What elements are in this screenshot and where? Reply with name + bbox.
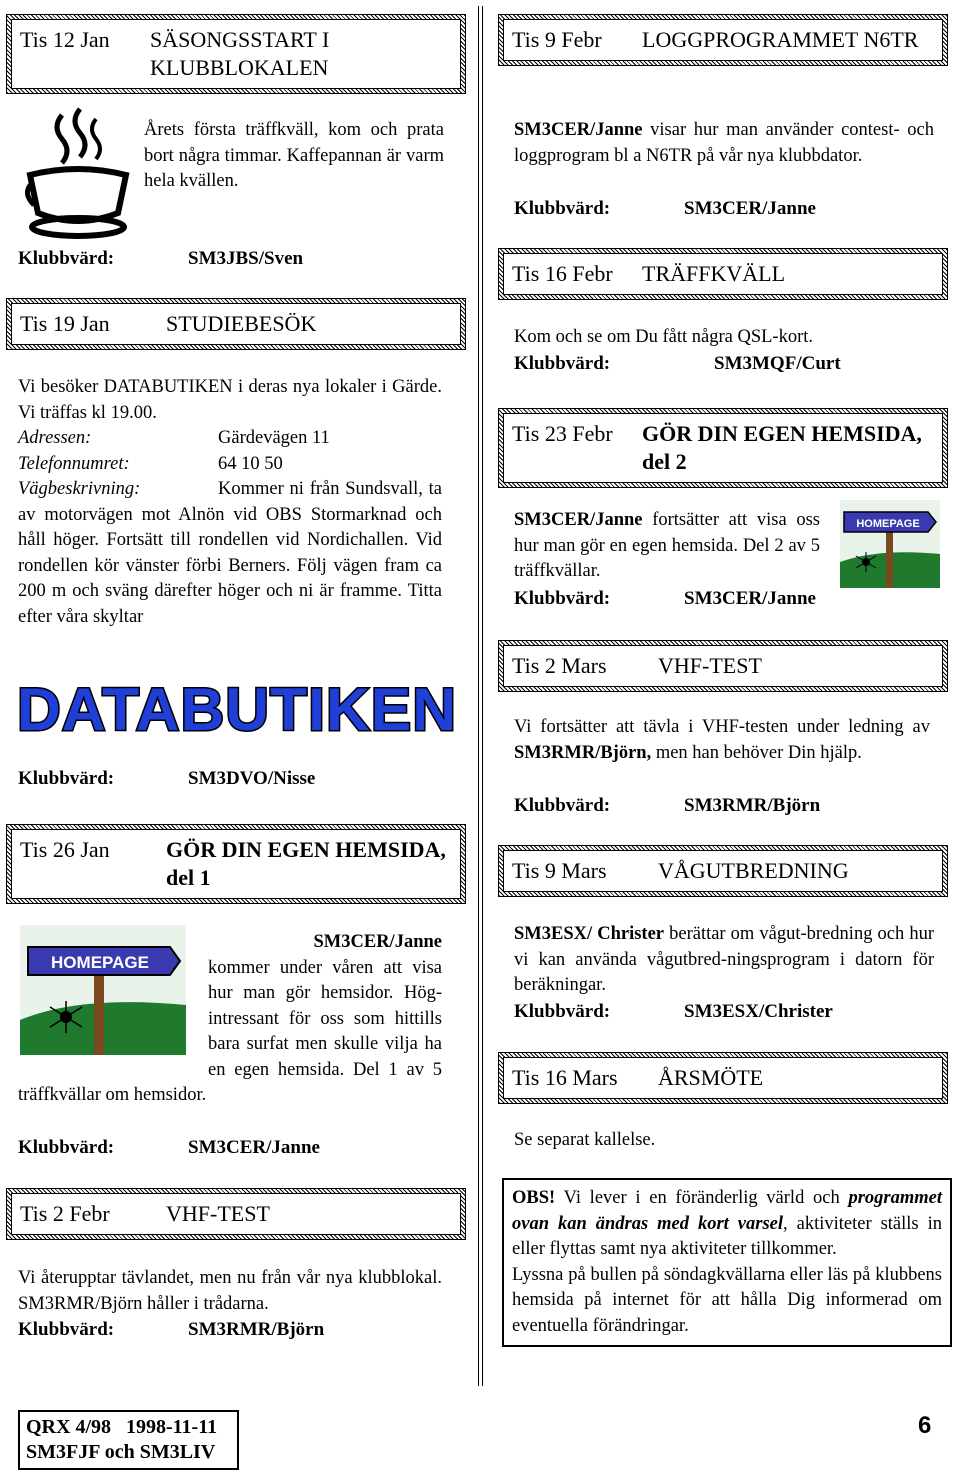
event-body: SM3CER/Janne visar hur man använder contest- och loggprogram bl a N6TR på vår nya klubbdator. bbox=[514, 120, 935, 166]
notice-emphasis: programmet ovan kan ändras med kort varsel bbox=[512, 1188, 942, 1234]
homepage-sign-text: HOMEPAGE bbox=[856, 518, 920, 530]
column-divider bbox=[478, 6, 483, 1386]
page-number: 6 bbox=[918, 1412, 932, 1439]
club-host-name: SM3CER/Janne bbox=[684, 198, 816, 219]
databutiken-logo bbox=[12, 678, 462, 740]
club-host bbox=[18, 1137, 320, 1159]
club-host bbox=[514, 1001, 833, 1023]
event-header bbox=[6, 1188, 466, 1240]
phone-row bbox=[18, 452, 442, 478]
club-host-name: SM3RMR/Björn bbox=[684, 795, 821, 816]
event-header bbox=[498, 408, 948, 488]
event-title: TRÄFFKVÄLL bbox=[642, 261, 786, 286]
club-host-name: SM3MQF/Curt bbox=[714, 353, 841, 374]
club-host bbox=[514, 588, 816, 610]
event-body: Vi fortsätter att tävla i VHF-testen under ledning av SM3RMR/Björn, men han behöver Din hjälp. bbox=[514, 717, 930, 763]
issue-info: QRX 4/98 1998-11-11 bbox=[26, 1416, 218, 1438]
event-header bbox=[498, 248, 948, 300]
club-host bbox=[18, 768, 315, 790]
event-description: kommer under våren att visa hur man gör hemsidor. Hög-intressant för oss som hittills bara surfat men skulle vilja ha en egen hemsida. Del 1 av 5 träffkvällar om hemsidor. bbox=[18, 957, 442, 1105]
event-body: Årets första träffkväll, kom och prata bort några timmar. Kaffepannan är varm hela kvällen. bbox=[144, 120, 444, 191]
event-body: Vi återupptar tävlandet, men nu från vår nya klubblokal. SM3RMR/Björn håller i trådarna. bbox=[18, 1268, 442, 1314]
event-header bbox=[6, 824, 466, 904]
event-title: VÅGUTBREDNING bbox=[658, 858, 849, 883]
event-date: Tis 23 Febr bbox=[512, 421, 613, 446]
presenter: SM3RMR/Björn, bbox=[514, 742, 652, 763]
club-host-name: SM3JBS/Sven bbox=[188, 248, 304, 269]
event-header bbox=[6, 14, 466, 94]
route-text: Kommer ni från Sundsvall, ta av motorvägen mot Alnön vid OBS Stormarknad och håll höger. Fortsätt till rondellen vid Nordichallen. Vid rondellen kör vänster förbi Berners. Följ vägen fram ca 200 m och sväng därefter höger och ni är framme. Titta efter våra skyltar bbox=[18, 479, 442, 627]
event-date: Tis 9 Febr bbox=[512, 27, 602, 52]
notice-paragraph: Lyssna på bullen på söndagkvällarna eller läs på klubbens hemsida på internet för att hålla Dig informerad om eventuella förändringar. bbox=[512, 1264, 942, 1336]
event-body: SM3CER/Janne fortsätter att visa oss hur man gör en egen hemsida. Del 2 av 5 träffkvällar. bbox=[514, 510, 821, 581]
club-host bbox=[18, 1319, 324, 1341]
coffee-cup-icon bbox=[22, 105, 132, 240]
event-date: Tis 9 Mars bbox=[512, 858, 607, 883]
presenter: SM3CER/Janne bbox=[313, 932, 442, 952]
notice-label: OBS! bbox=[512, 1188, 556, 1208]
club-host-label: Klubbvärd: bbox=[514, 353, 611, 374]
club-host-label: Klubbvärd: bbox=[18, 768, 115, 789]
issue-footer bbox=[18, 1410, 239, 1470]
presenter: SM3ESX/ Christer bbox=[514, 924, 665, 944]
club-host-label: Klubbvärd: bbox=[514, 198, 611, 219]
notice-box bbox=[502, 1178, 952, 1347]
club-host-label: Klubbvärd: bbox=[514, 1001, 611, 1022]
club-host bbox=[514, 198, 816, 220]
phone-label: Telefonnumret: bbox=[18, 453, 130, 474]
event-date: Tis 2 Mars bbox=[512, 653, 607, 678]
databutiken-logo-text: DATABUTIKEN bbox=[17, 678, 457, 740]
event-title: VHF-TEST bbox=[166, 1201, 270, 1226]
event-header bbox=[498, 640, 948, 692]
homepage-sign-icon bbox=[840, 500, 940, 588]
event-title: VHF-TEST bbox=[658, 653, 762, 678]
presenter: SM3CER/Janne bbox=[514, 510, 643, 530]
event-title: ÅRSMÖTE bbox=[658, 1065, 764, 1090]
event-date: Tis 16 Mars bbox=[512, 1065, 618, 1090]
event-title: LOGGPROGRAMMET N6TR bbox=[642, 27, 919, 52]
club-host-label: Klubbvärd: bbox=[18, 248, 115, 269]
event-body: Kom och se om Du fått några QSL-kort. bbox=[514, 327, 814, 347]
homepage-sign-text: HOMEPAGE bbox=[51, 953, 149, 972]
route-description bbox=[18, 477, 442, 630]
event-header bbox=[6, 298, 466, 350]
club-host bbox=[18, 248, 303, 270]
event-date: Tis 26 Jan bbox=[20, 837, 110, 862]
event-title: GÖR DIN EGEN HEMSIDA, del 2 bbox=[642, 421, 922, 474]
authors: SM3FJF och SM3LIV bbox=[26, 1441, 216, 1463]
address-value: Gärdevägen 11 bbox=[218, 428, 330, 448]
event-date: Tis 16 Febr bbox=[512, 261, 613, 286]
event-header bbox=[498, 845, 948, 897]
club-host-label: Klubbvärd: bbox=[514, 588, 611, 609]
club-host-label: Klubbvärd: bbox=[18, 1137, 115, 1158]
event-title: GÖR DIN EGEN HEMSIDA, del 1 bbox=[166, 837, 446, 890]
club-host-name: SM3DVO/Nisse bbox=[188, 768, 316, 789]
event-date: Tis 12 Jan bbox=[20, 27, 110, 52]
club-host-label: Klubbvärd: bbox=[514, 795, 611, 816]
club-host bbox=[514, 353, 841, 375]
club-host-name: SM3ESX/Christer bbox=[684, 1001, 833, 1022]
club-host-label: Klubbvärd: bbox=[18, 1319, 115, 1340]
event-body: Se separat kallelse. bbox=[514, 1130, 656, 1150]
event-body bbox=[18, 375, 442, 630]
event-date: Tis 2 Febr bbox=[20, 1201, 110, 1226]
visit-intro: Vi besöker DATABUTIKEN i deras nya lokaler i Gärde. Vi träffas kl 19.00. bbox=[18, 377, 442, 423]
club-host bbox=[514, 795, 820, 817]
address-row bbox=[18, 426, 442, 452]
phone-value: 64 10 50 bbox=[218, 453, 283, 474]
presenter: SM3CER/Janne bbox=[514, 120, 643, 140]
club-host-name: SM3CER/Janne bbox=[684, 588, 816, 609]
notice-paragraph: OBS! Vi lever i en föränderlig värld och programmet ovan kan ändras med kort varsel, aktiviteter ställs in eller flyttas samt nya aktiviteter tillkommer. bbox=[512, 1188, 942, 1259]
event-body: SM3ESX/ Christer berättar om vågut-bredning och hur vi kan använda vågutbred-ningsprogram i datorn för beräkningar. bbox=[514, 924, 934, 995]
event-title: STUDIEBESÖK bbox=[166, 311, 317, 336]
event-title: SÄSONGSSTART I KLUBBLOKALEN bbox=[150, 27, 330, 80]
event-date: Tis 19 Jan bbox=[20, 311, 110, 336]
route-label: Vägbeskrivning: bbox=[18, 479, 141, 499]
event-body bbox=[18, 930, 442, 1109]
event-header bbox=[498, 1052, 948, 1104]
club-host-name: SM3RMR/Björn bbox=[188, 1319, 325, 1340]
club-host-name: SM3CER/Janne bbox=[188, 1137, 320, 1158]
address-label: Adressen: bbox=[18, 428, 92, 448]
event-header bbox=[498, 14, 948, 66]
